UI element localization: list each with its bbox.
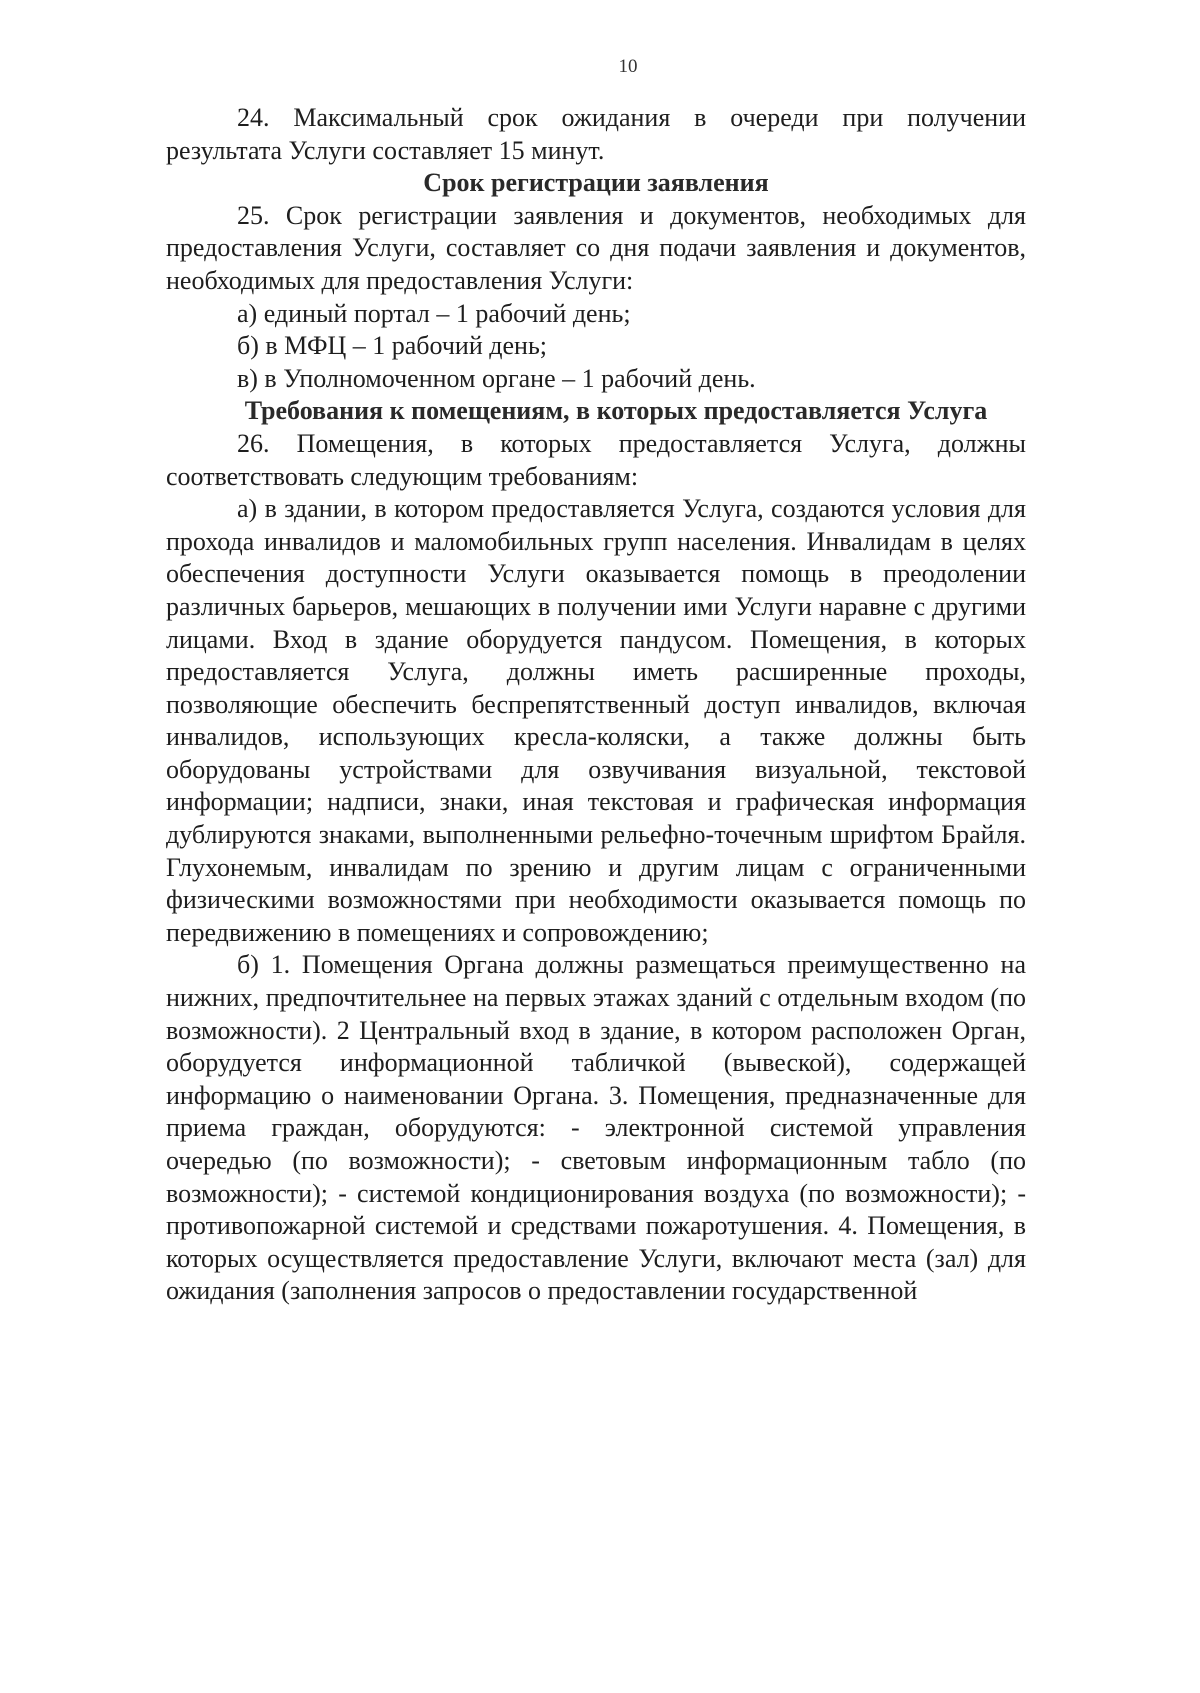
paragraph-26-b: б) 1. Помещения Органа должны размещаться преимущественно на нижних, предпочтительнее на первых этажах зданий с отдельным входом (по возможности). 2 Центральный вход в здание, в котором расположен Орган, оборудуется информационной табличкой (вывеской), содержащей информацию о наименовании Органа. 3. Помещения, предназначенные для приема граждан, оборудуются: - электронной системой управления очередью (по возможности); - световым информационным табло (по возможности); - системой кондиционирования воздуха (по возможности); - противопожарной системой и средствами пожаротушения. 4. Помещения, в которых осуществляется предоставление Услуги, включают места (зал) для ожидания (заполнения запросов о предоставлении государственной <box>166 950 1026 1306</box>
section-heading-registration: Срок регистрации заявления <box>423 168 769 198</box>
section-heading-premises: Требования к помещениям, в которых предоставляется Услуга <box>244 396 988 426</box>
page-number: 10 <box>618 56 638 77</box>
document-body <box>166 102 1026 1308</box>
paragraph-24: 24. Максимальный срок ожидания в очереди при получении результата Услуги составляет 15 минут. <box>166 103 1026 165</box>
list-item-c: в) в Уполномоченном органе – 1 рабочий день. <box>237 363 756 393</box>
list-item-b: б) в МФЦ – 1 рабочий день; <box>237 331 548 361</box>
paragraph-25: 25. Срок регистрации заявления и документов, необходимых для предоставления Услуги, составляет со дня подачи заявления и документов, необходимых для предоставления Услуги: <box>166 200 1026 295</box>
list-item-a: а) единый портал – 1 рабочий день; <box>237 298 631 328</box>
paragraph-26: 26. Помещения, в которых предоставляется Услуга, должны соответствовать следующим требованиям: <box>166 428 1026 491</box>
paragraph-26-a: а) в здании, в котором предоставляется Услуга, создаются условия для прохода инвалидов и маломобильных групп населения. Инвалидам в целях обеспечения доступности Услуги оказывается помощь в преодолении различных барьеров, мешающих в получении ими Услуги наравне с другими лицами. Вход в здание оборудуется пандусом. Помещения, в которых предоставляется Услуга, должны иметь расширенные проходы, позволяющие обеспечить беспрепятственный доступ инвалидов, включая инвалидов, использующих кресла-коляски, а также должны быть оборудованы устройствами для озвучивания визуальной, текстовой информации; надписи, знаки, иная текстовая и графическая информация дублируются знаками, выполненными рельефно-точечным шрифтом Брайля. Глухонемым, инвалидам по зрению и другим лицам с ограниченными физическими возможностями при необходимости оказывается помощь по передвижению в помещениях и сопровождению; <box>166 494 1026 947</box>
